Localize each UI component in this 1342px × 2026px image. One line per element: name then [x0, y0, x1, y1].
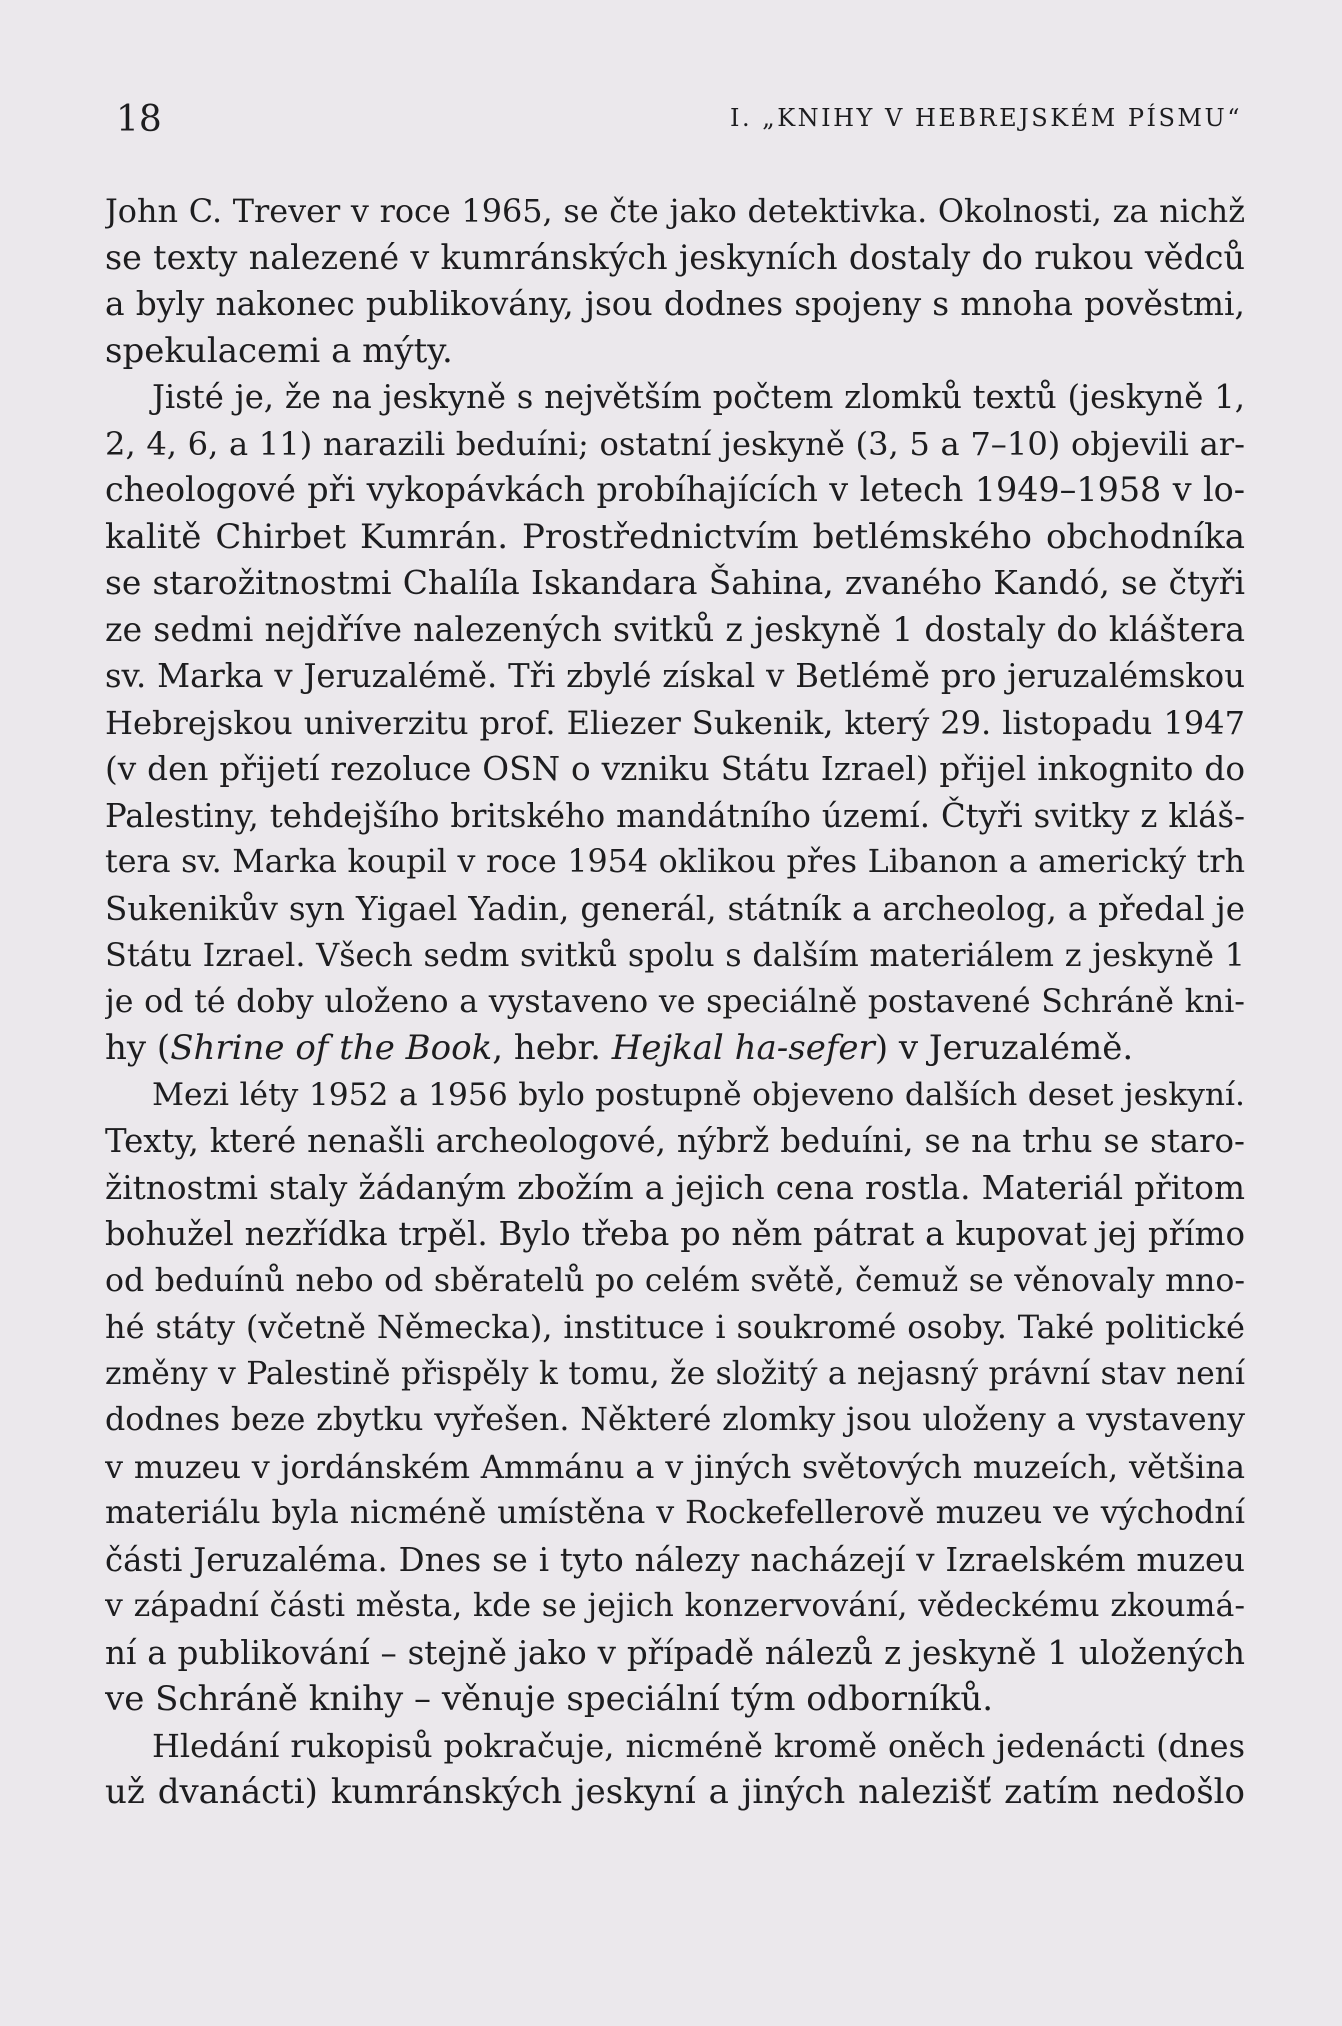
text-line: v západní části města, kde se jejich konzervování, vědeckému zkoumá- [105, 1588, 1245, 1624]
text-line: je od té doby uloženo a vystaveno ve speciálně postavené Schráně kni- [105, 983, 1245, 1020]
text-line-with-italics [105, 1025, 1245, 1072]
text-line: ve Schráně knihy – věnuje speciální tým odborníků. [105, 1679, 994, 1719]
text-line: Sukenikův syn Yigael Yadin, generál, státník a archeolog, a předal je [105, 889, 1245, 928]
italic-title-english: Shrine of the Book [170, 1028, 493, 1068]
text-line: spekulacemi a mýty. [105, 330, 453, 371]
text-line: od beduínů nebo od sběratelů po celém světě, čemuž se věnovaly mno- [105, 1262, 1245, 1299]
text-line: žitnostmi staly žádaným zbožím a jejich cena rostla. Materiál přitom [105, 1168, 1245, 1207]
text-line: hé státy (včetně Německa), instituce i soukromé osoby. Také politické [105, 1308, 1245, 1346]
text-line: Státu Izrael. Všech sedm svitků spolu s dalším materiálem z jeskyně 1 [105, 936, 1245, 974]
text-line: materiálu byla nicméně umístěna v Rockefellerově muzeu ve východní [105, 1494, 1245, 1531]
text-line: bohužel nezřídka trpěl. Bylo třeba po něm pátrat a kupovat jej přímo [105, 1215, 1245, 1253]
body-text [105, 188, 1245, 1816]
text-line: a byly nakonec publikovány, jsou dodnes spojeny s mnoha pověstmi, [105, 285, 1245, 323]
text-line: se starožitnostmi Chalíla Iskandara Šahina, zvaného Kandó, se čtyři [105, 563, 1245, 602]
text-segment: , hebr. [492, 1028, 612, 1068]
text-segment: ) v Jeruzalémě. [874, 1028, 1134, 1068]
paragraph [105, 188, 1245, 374]
text-line: ze sedmi nejdříve nalezených svitků z jeskyně 1 dostaly do kláštera [105, 609, 1245, 649]
text-segment: hy ( [105, 1028, 171, 1068]
text-line: kalitě Chirbet Kumrán. Prostřednictvím betlémského obchodníka [105, 516, 1245, 557]
text-line: sv. Marka v Jeruzalémě. Tři zbylé získal v Betlémě pro jeruzalémskou [105, 657, 1245, 695]
text-line: Hledání rukopisů pokračuje, nicméně kromě oněch jedenácti (dnes [152, 1726, 1245, 1765]
text-line: už dvanácti) kumránských jeskyní a jiných nalezišť zatím nedošlo [105, 1772, 1245, 1812]
text-line: Jisté je, že na jeskyně s největším počtem zlomků textů (jeskyně 1, [152, 378, 1245, 416]
paragraph [105, 374, 1245, 1072]
running-title: I. „KNIHY V HEBREJSKÉM PÍSMU“ [730, 104, 1242, 132]
text-line: Texty, které nenašli archeologové, nýbrž beduíni, se na trhu se staro- [105, 1122, 1245, 1160]
text-line: John C. Trever v roce 1965, se čte jako detektivka. Okolnosti, za nichž [105, 192, 1245, 230]
text-line: části Jeruzaléma. Dnes se i tyto nálezy nacházejí v Izraelském muzeu [105, 1540, 1245, 1579]
text-line: tera sv. Marka koupil v roce 1954 oklikou přes Libanon a americký trh [105, 844, 1245, 880]
text-line: Palestiny, tehdejšího britského mandátního území. Čtyři svitky z kláš- [105, 796, 1245, 835]
italic-title-hebrew: Hejkal ha-sefer [611, 1028, 875, 1068]
text-line: cheologové při vykopávkách probíhajících v letech 1949–1958 v lo- [105, 470, 1245, 509]
page-number: 18 [116, 99, 162, 140]
text-line: se texty nalezené v kumránských jeskyních dostaly do rukou vědců [105, 237, 1245, 277]
paragraph [105, 1723, 1245, 1816]
text-line: Mezi léty 1952 a 1956 bylo postupně objeveno dalších deset jeskyní. [152, 1076, 1245, 1113]
text-line: Hebrejskou univerzitu prof. Eliezer Sukenik, který 29. listopadu 1947 [105, 703, 1245, 742]
text-line: ní a publikování – stejně jako v případě nálezů z jeskyně 1 uložených [105, 1633, 1245, 1672]
text-line: dodnes beze zbytku vyřešen. Některé zlomky jsou uloženy a vystaveny [105, 1402, 1245, 1438]
text-line: 2, 4, 6, a 11) narazili beduíni; ostatní jeskyně (3, 5 a 7–10) objevili ar- [105, 424, 1245, 463]
text-line: (v den přijetí rezoluce OSN o vzniku Státu Izrael) přijel inkognito do [105, 750, 1245, 788]
paragraph [105, 1072, 1245, 1723]
text-line: v muzeu v jordánském Ammánu a v jiných světových muzeích, většina [105, 1447, 1245, 1486]
text-line: změny v Palestině přispěly k tomu, že složitý a nejasný právní stav není [105, 1355, 1245, 1392]
